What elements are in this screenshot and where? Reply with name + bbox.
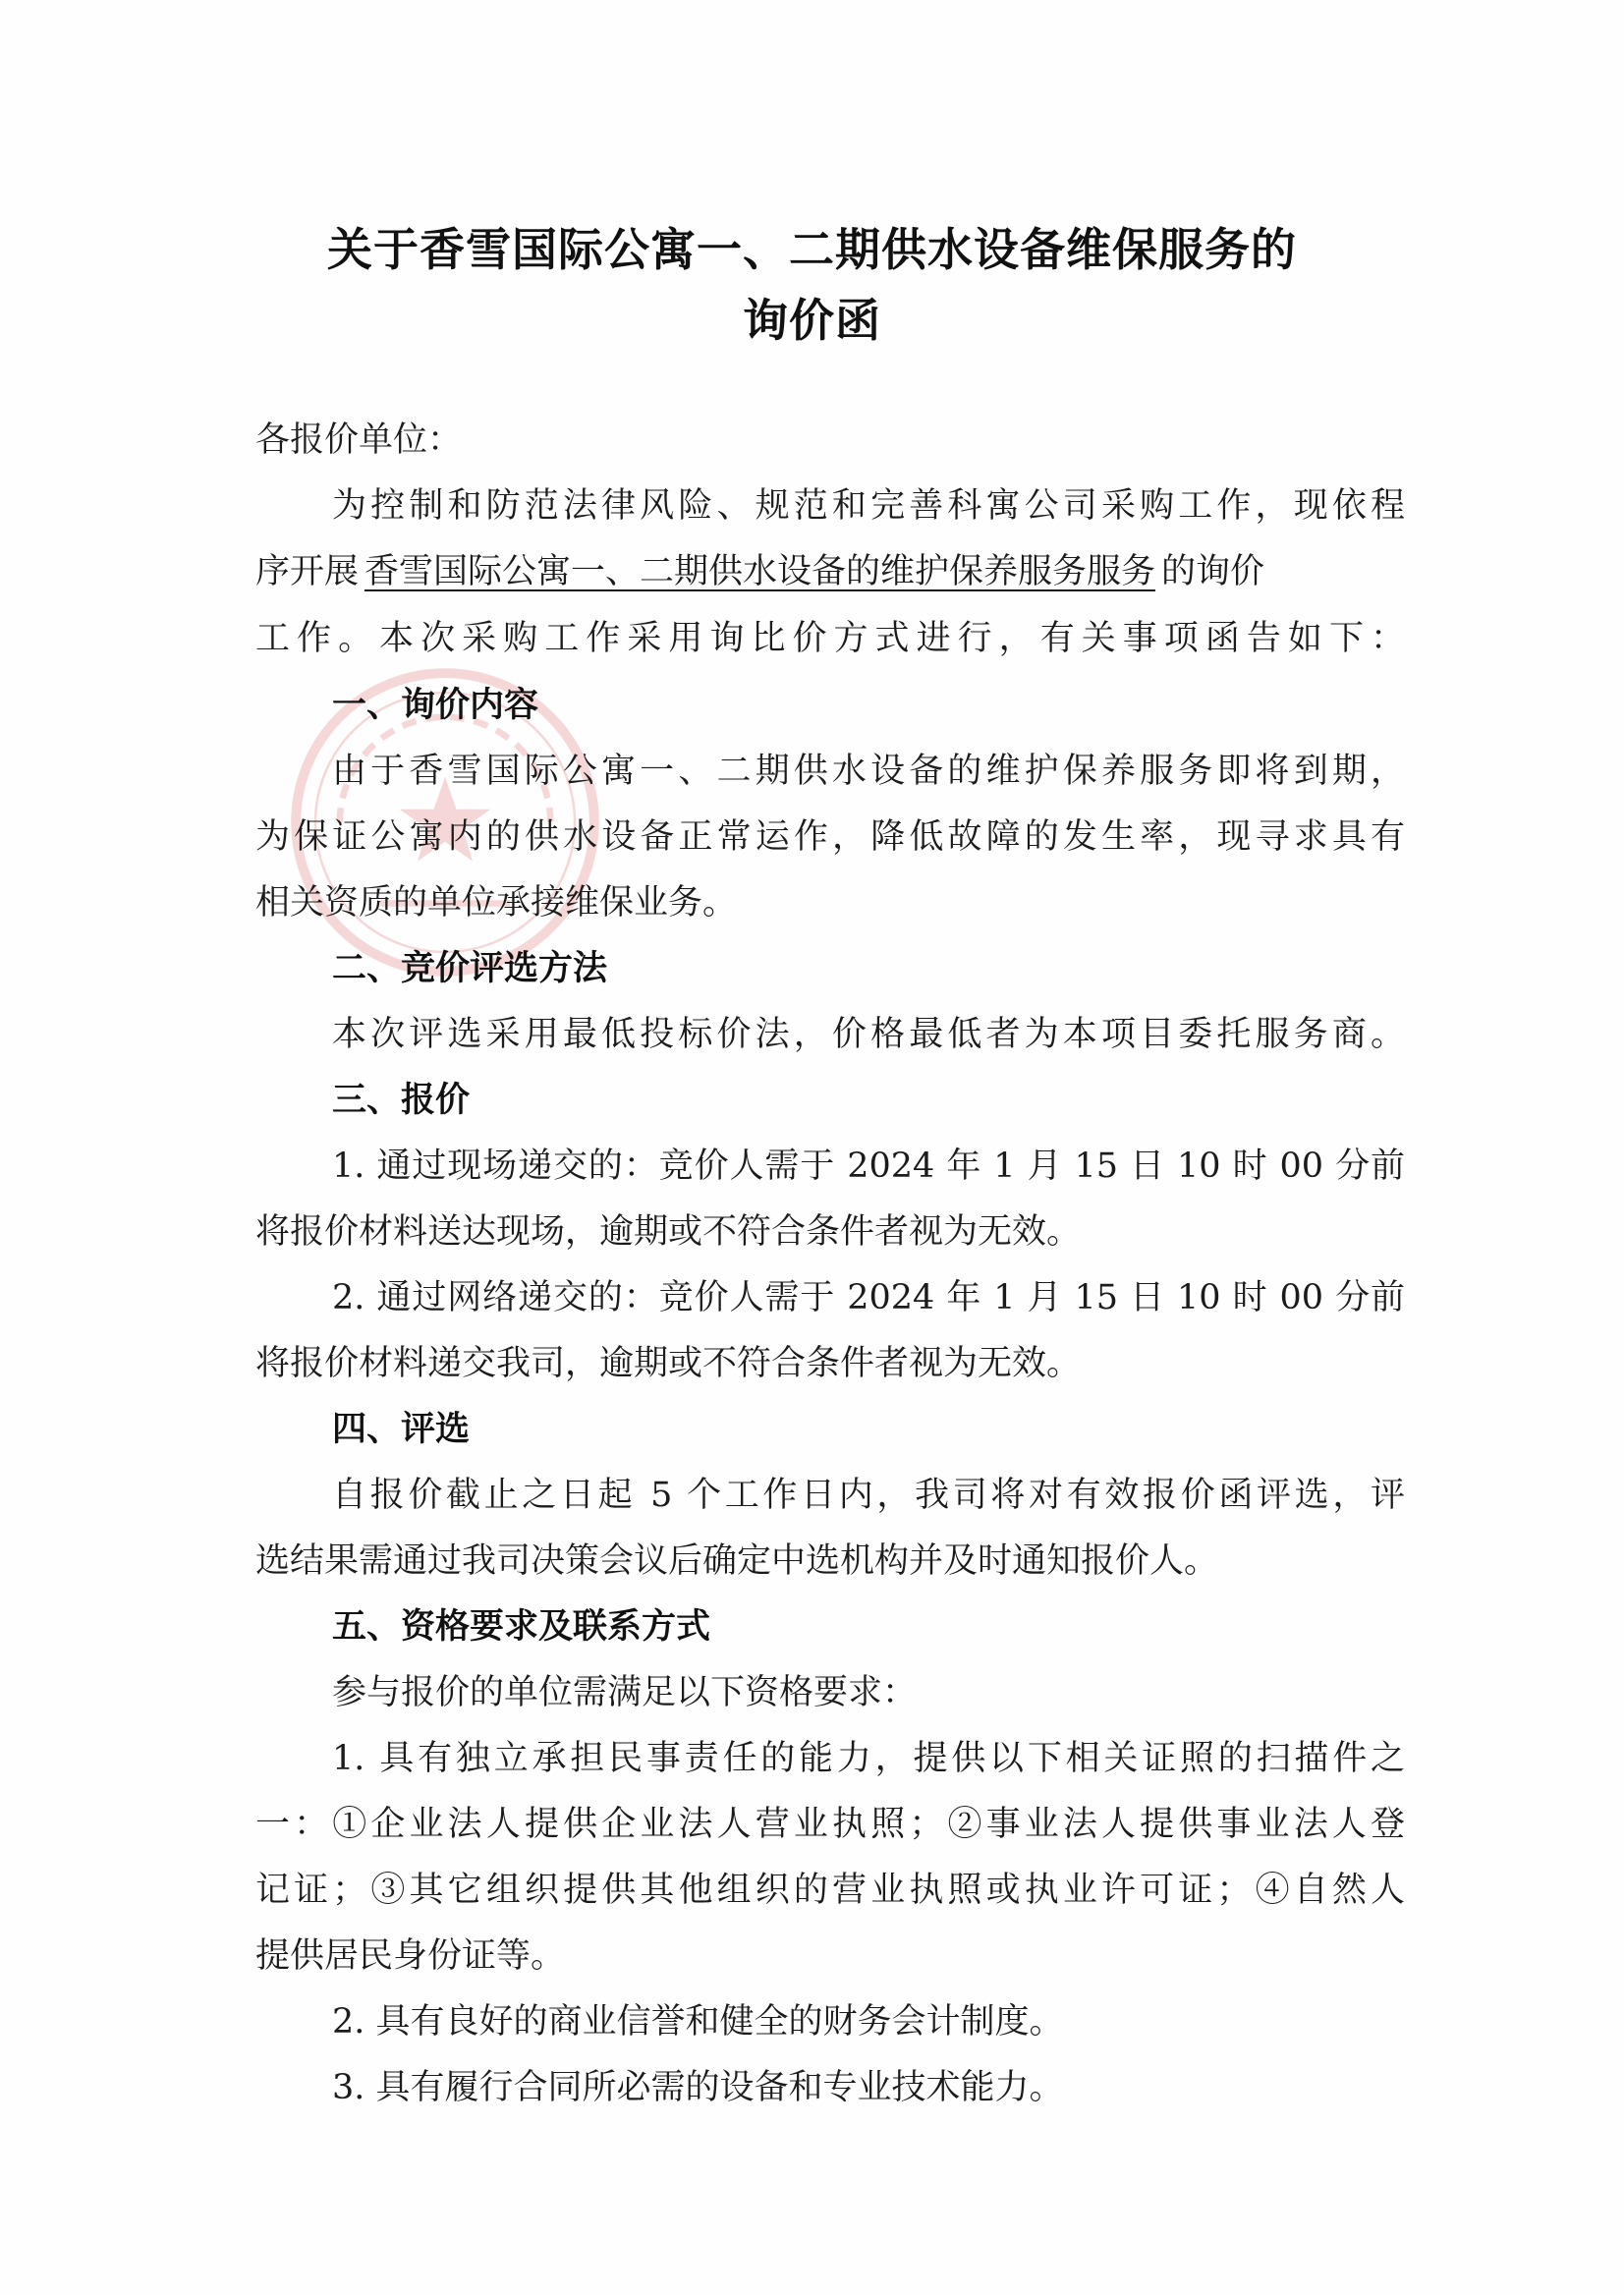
section5-item1-line-4: 提供居民身份证等。 bbox=[255, 1936, 566, 1976]
section1-line-2: 为保证公寓内的供水设备正常运作，降低故障的发生率，现寻求具有 bbox=[255, 817, 1405, 857]
section5-item1-line-1: 1. 具有独立承担民事责任的能力，提供以下相关证照的扫描件之 bbox=[332, 1739, 1405, 1778]
section5-item3: 3. 具有履行合同所必需的设备和专业技术能力。 bbox=[332, 2068, 1064, 2107]
intro-line-2-prefix: 序开展 bbox=[255, 552, 360, 591]
section5-item1-line-2: 一：①企业法人提供企业法人营业执照；②事业法人提供事业法人登 bbox=[255, 1805, 1405, 1844]
section4-line-1: 自报价截止之日起 5 个工作日内，我司将对有效报价函评选，评 bbox=[332, 1476, 1405, 1515]
section1-line-1: 由于香雪国际公寓一、二期供水设备的维护保养服务即将到期， bbox=[332, 752, 1405, 791]
section3-item1-line-1: 1. 通过现场递交的：竞价人需于 2024 年 1 月 15 日 10 时 00 分前 bbox=[332, 1147, 1405, 1186]
section3-item1-line-2: 将报价材料送达现场，逾期或不符合条件者视为无效。 bbox=[255, 1212, 1082, 1252]
document-title-line-2: 询价函 bbox=[743, 294, 881, 347]
intro-line-3: 工作。本次采购工作采用询比价方式进行，有关事项函告如下： bbox=[255, 619, 1405, 658]
section-heading-evaluation-method: 二、竞价评选方法 bbox=[332, 949, 608, 988]
section5-intro: 参与报价的单位需满足以下资格要求： bbox=[332, 1673, 918, 1712]
section3-item2-line-2: 将报价材料递交我司，逾期或不符合条件者视为无效。 bbox=[255, 1344, 1082, 1383]
section-heading-inquiry-content: 一、询价内容 bbox=[332, 686, 539, 725]
intro-line-2-suffix: 的询价 bbox=[1161, 552, 1265, 591]
intro-line-1: 为控制和防范法律风险、规范和完善科寓公司采购工作，现依程 bbox=[332, 486, 1405, 526]
project-name-underlined: 香雪国际公寓一、二期供水设备的维护保养服务服务 bbox=[364, 552, 1156, 591]
section-heading-selection: 四、评选 bbox=[332, 1410, 471, 1449]
section2-line-1: 本次评选采用最低投标价法，价格最低者为本项目委托服务商。 bbox=[332, 1015, 1405, 1054]
section5-item2: 2. 具有良好的商业信誉和健全的财务会计制度。 bbox=[332, 2002, 1064, 2042]
section1-line-3: 相关资质的单位承接维保业务。 bbox=[255, 883, 738, 923]
section5-item1-line-3: 记证；③其它组织提供其他组织的营业执照或执业许可证；④自然人 bbox=[255, 1871, 1405, 1910]
salutation: 各报价单位： bbox=[255, 420, 463, 460]
section-heading-quotation: 三、报价 bbox=[332, 1081, 471, 1120]
section3-item2-line-1: 2. 通过网络递交的：竞价人需于 2024 年 1 月 15 日 10 时 00 分前 bbox=[332, 1278, 1405, 1317]
section-heading-qualifications: 五、资格要求及联系方式 bbox=[332, 1607, 711, 1647]
intro-line-2 bbox=[255, 552, 1405, 591]
section4-line-2: 选结果需通过我司决策会议后确定中选机构并及时通知报价人。 bbox=[255, 1541, 1219, 1581]
document-title-line-1: 关于香雪国际公寓一、二期供水设备维保服务的 bbox=[327, 223, 1297, 276]
